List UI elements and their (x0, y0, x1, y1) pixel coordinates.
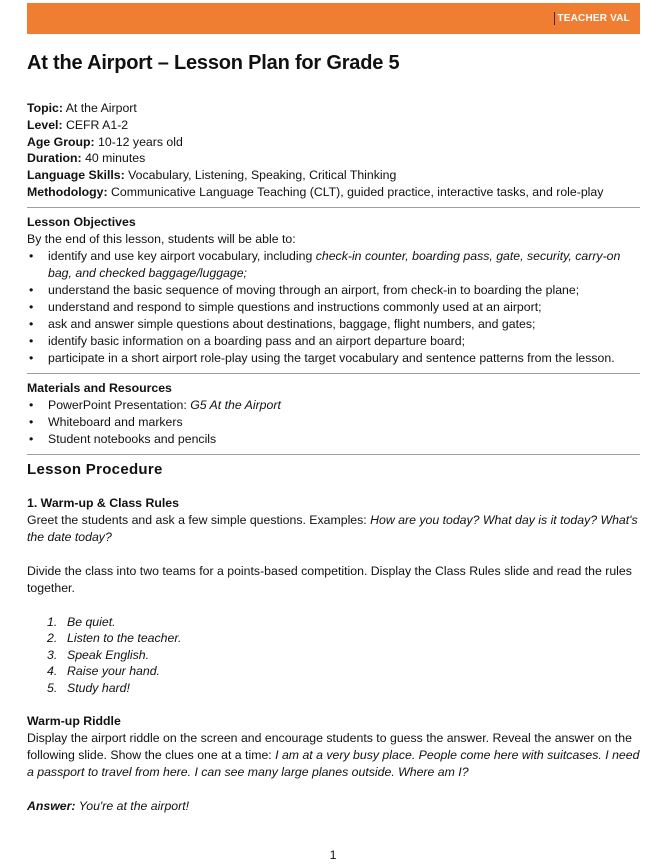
class-rule-item (27, 647, 640, 664)
rule-text: Raise your hand. (67, 664, 160, 679)
riddle-instructions: Display the airport riddle on the screen and encourage students to guess the answer. Reveal the answer on the following slide. Show the clues one at a time: (27, 731, 632, 763)
objective-item: • identify basic information on a boarding pass and an airport departure board; (27, 333, 640, 350)
rule-number: 2. (47, 631, 58, 646)
riddle-answer (27, 798, 640, 815)
info-label: Age Group: (27, 134, 95, 149)
info-row-methodology (27, 184, 640, 201)
spacer (27, 597, 640, 614)
info-value: Vocabulary, Listening, Speaking, Critical Thinking (124, 168, 397, 183)
riddle-text (27, 730, 640, 781)
objectives-section (27, 214, 640, 367)
info-row-level (27, 117, 640, 134)
material-item (27, 397, 640, 414)
objective-item: • understand the basic sequence of moving through an airport, from check-in to boarding the plane; (27, 282, 640, 299)
objective-item: • ask and answer simple questions about destinations, baggage, flight numbers, and gates; (27, 316, 640, 333)
riddle-clues: I am at a very busy place. People come here with suitcases. I need a passport to travel from here. I can see many large planes outside. Where am I? (27, 748, 640, 780)
rule-number: 3. (47, 647, 58, 662)
divider (27, 373, 640, 374)
rule-text: Speak English. (67, 647, 150, 662)
page-title: At the Airport – Lesson Plan for Grade 5 (27, 52, 400, 74)
objectives-intro: By the end of this lesson, students will be able to: (27, 231, 296, 246)
info-label: Topic: (27, 101, 63, 115)
spacer (27, 781, 640, 798)
objectives-list (27, 248, 640, 367)
info-row-topic (27, 100, 640, 117)
info-row-duration (27, 150, 640, 167)
spacer (27, 696, 640, 713)
warmup-heading: 1. Warm-up & Class Rules (27, 495, 179, 510)
objective-item (27, 248, 640, 282)
procedure-section (27, 461, 640, 816)
divider (27, 454, 640, 455)
info-row-language-skills (27, 167, 640, 184)
rule-text: Study hard! (67, 680, 130, 695)
divider (27, 207, 640, 208)
info-label: Duration: (27, 151, 82, 166)
warmup-intro: Greet the students and ask a few simple questions. Examples: (27, 512, 371, 527)
objective-text: identify and use key airport vocabulary, including (48, 248, 316, 263)
info-value: 40 minutes (81, 151, 146, 166)
teams-text: Divide the class into two teams for a points-based competition. Display the Class Rules slide and read the rules together. (27, 563, 632, 595)
header-band (27, 3, 640, 34)
rule-number: 5. (47, 680, 58, 695)
materials-section (27, 380, 640, 448)
class-rule-item (27, 614, 640, 631)
page-number: 1 (329, 848, 337, 862)
answer-text: You're at the airport! (75, 799, 190, 814)
info-value: 10-12 years old (94, 134, 183, 149)
class-rules-list (27, 614, 640, 697)
class-rule-item (27, 680, 640, 697)
objective-item: • participate in a short airport role-play using the target vocabulary and sentence patterns from the lesson. (27, 350, 640, 367)
procedure-heading: Lesson Procedure (27, 460, 163, 478)
rule-text: Be quiet. (67, 614, 116, 629)
material-item: • Student notebooks and pencils (27, 431, 640, 448)
class-rule-item (27, 630, 640, 647)
info-label: Language Skills: (27, 168, 125, 183)
info-value: CEFR A1-2 (62, 117, 129, 132)
info-label: Methodology: (27, 184, 108, 199)
riddle-heading: Warm-up Riddle (27, 714, 121, 729)
info-value: At the Airport (62, 101, 137, 115)
materials-list (27, 397, 640, 448)
class-rule-item (27, 663, 640, 680)
warmup-text (27, 512, 640, 546)
warmup-questions: How are you today? What day is it today? What's the date today? (27, 512, 638, 544)
presentation-title: G5 At the Airport (190, 397, 281, 412)
vocabulary-terms: check-in counter, boarding pass, gate, security, carry-on bag, and checked baggage/luggage; (48, 248, 621, 280)
rule-text: Listen to the teacher. (67, 631, 182, 646)
answer-label: Answer: (27, 799, 76, 814)
material-text: PowerPoint Presentation: (48, 397, 191, 412)
info-value: Communicative Language Teaching (CLT), guided practice, interactive tasks, and role-play (107, 184, 604, 199)
objective-item: • understand and respond to simple questions and instructions commonly used at an airport; (27, 299, 640, 316)
rule-number: 1. (47, 614, 58, 629)
material-item: • Whiteboard and markers (27, 414, 640, 431)
info-label: Level: (27, 117, 63, 132)
objectives-heading: Lesson Objectives (27, 214, 136, 229)
document-page (27, 52, 640, 815)
spacer (27, 546, 640, 563)
brand-label: TEACHER VAL (557, 13, 630, 24)
materials-heading: Materials and Resources (27, 380, 172, 395)
rule-number: 4. (47, 664, 58, 679)
info-row-age-group (27, 134, 640, 151)
lesson-info (27, 100, 640, 201)
